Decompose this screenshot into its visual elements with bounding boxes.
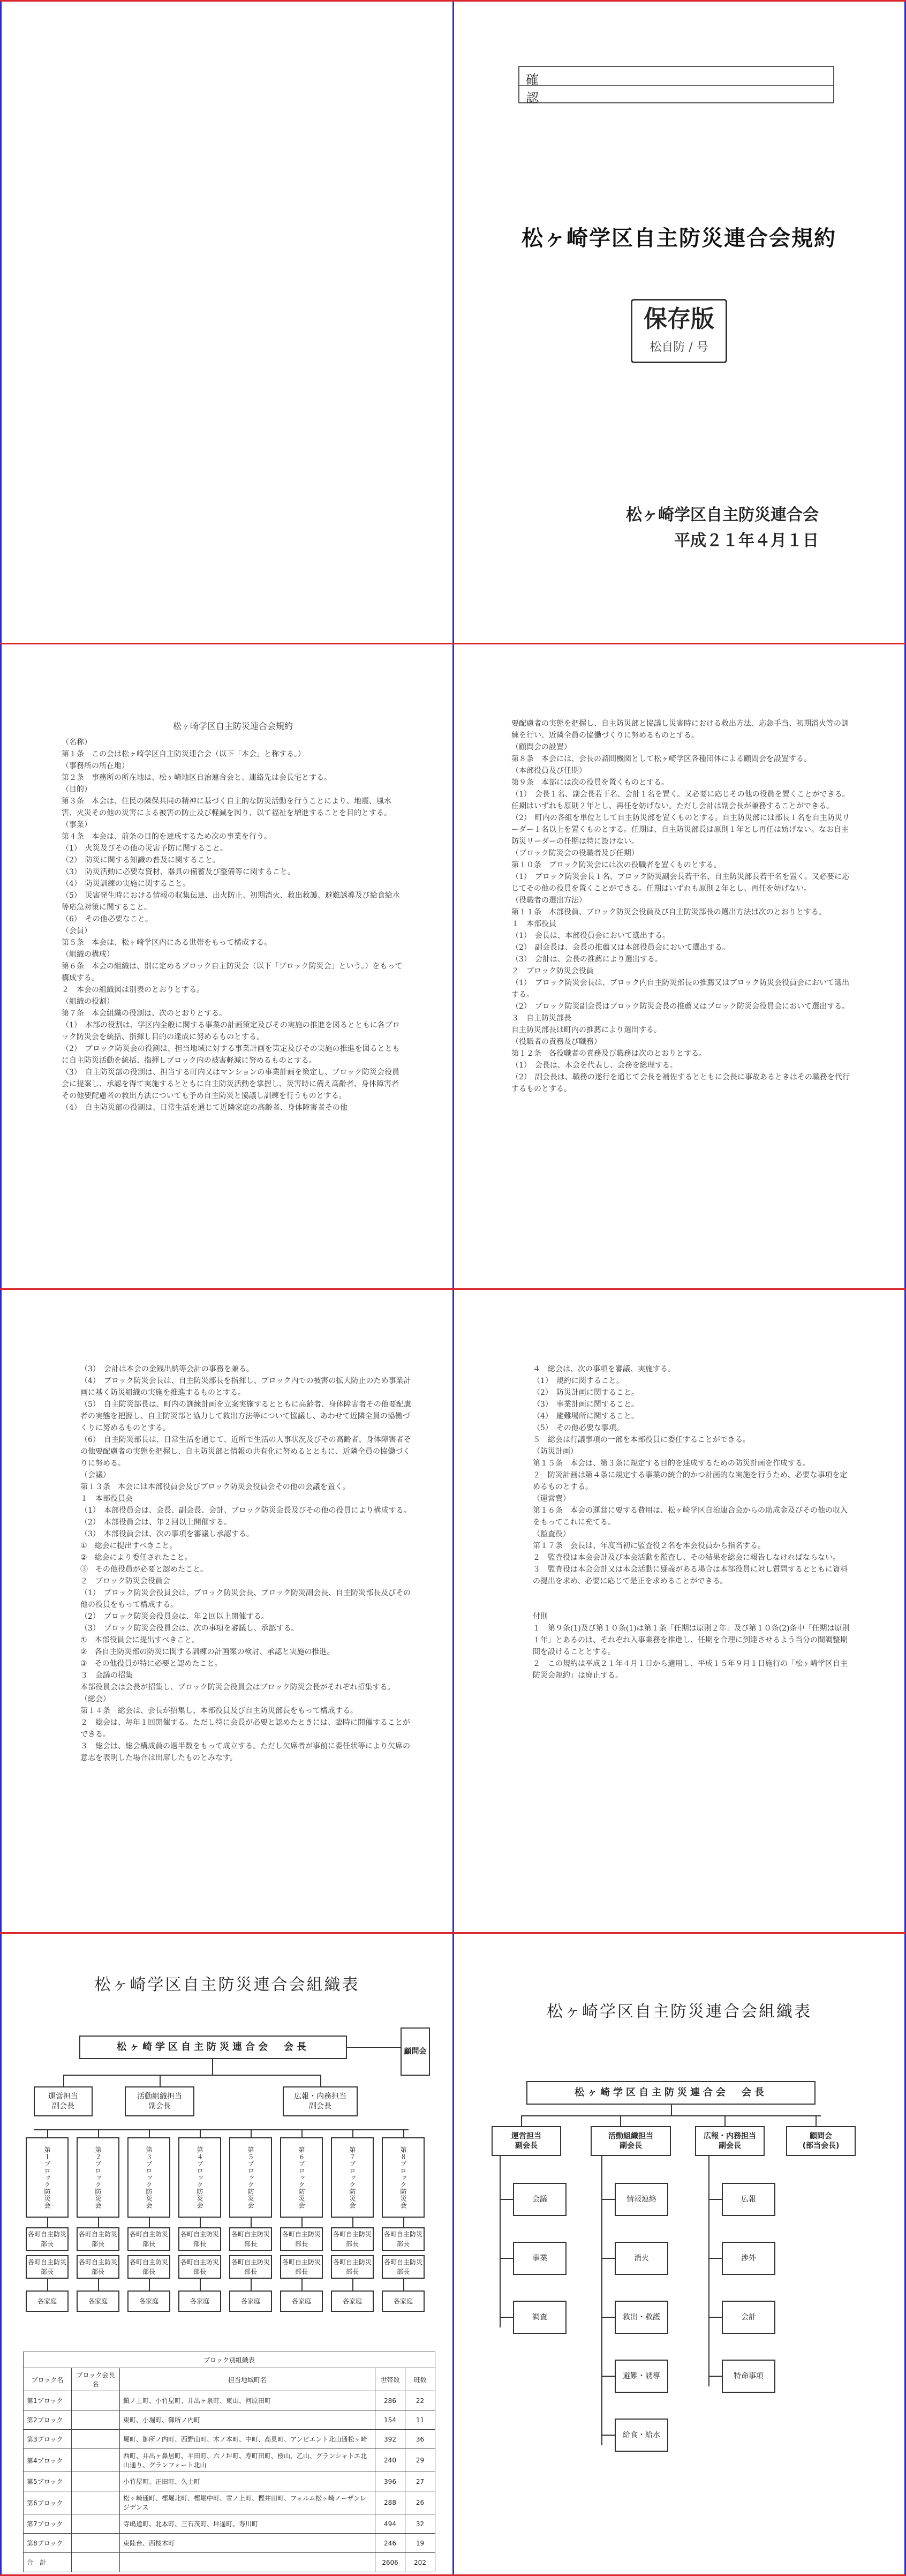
block-connector <box>98 2279 99 2290</box>
activity-item: 消火 <box>615 2242 668 2275</box>
table-cell: 36 <box>405 2430 435 2449</box>
table-cell: 第6ブロック <box>24 2491 72 2514</box>
block-home: 各家庭 <box>280 2290 323 2312</box>
rules-page-4 <box>533 1363 854 1808</box>
table-cell: 第5ブロック <box>24 2472 72 2491</box>
block-connector <box>352 2279 353 2290</box>
org-left-advisor: 顧問会 <box>401 2027 430 2076</box>
cover-org-block <box>626 502 819 554</box>
table-cell <box>72 2449 120 2472</box>
block-table <box>23 2352 435 2572</box>
activity-item: 給食・給水 <box>615 2419 668 2452</box>
block-connector <box>301 2279 303 2290</box>
block-connector <box>149 2218 150 2227</box>
column-branch <box>601 2376 615 2377</box>
block-connector <box>403 2129 404 2137</box>
block-unit-a: 各町自主防災部長 <box>178 2227 221 2251</box>
block-connector <box>251 2129 252 2137</box>
table-row <box>24 2430 435 2449</box>
column-branch <box>708 2258 722 2259</box>
block-unit-b: 各町自主防災部長 <box>127 2255 170 2279</box>
column-branch <box>500 2199 513 2200</box>
block-connector <box>149 2129 150 2137</box>
rules-heading: 松ヶ崎学区自主防災連合会規約 <box>172 721 293 731</box>
confirm-box <box>518 66 834 106</box>
cover-page <box>454 2 904 643</box>
block-box: 第４ブロック防災会 <box>178 2137 221 2218</box>
block-home: 各家庭 <box>26 2290 69 2312</box>
table-row <box>24 2449 435 2472</box>
column-spine <box>708 2156 709 2386</box>
block-table-title: ブロック別組織表 <box>24 2352 435 2368</box>
head-connector <box>521 2115 522 2126</box>
pr-item: 会計 <box>722 2301 775 2334</box>
block-box: 第５ブロック防災会 <box>229 2137 272 2218</box>
table-cell: 合 計 <box>24 2553 72 2572</box>
rules-text-2: 要配慮者の実態を把握し、自主防災部と協議し災害時における救出方法、応急手当、初期消火等の訓練を行い、近隣全員の協働づくりに努めるものとする。 （顧問会の設置） 第８条 本会には、会長の諮問機関として松ヶ崎学区各種団体による顧問会を設置する。 （本部役員及び任期） 第９条 本部には次の役員を置くものとする。 （1） 会長１名、副会長若干名、会計１名を置く。又必要に応じその他の役員を置くことができる。任期はいずれも原則２年とし、再任を妨げない。ただし会計は副会長が兼務することができる。 （2） 町内の各組を単位として自主防災部を置くものとする。自主防災部には部長１名を自主防災リーダー１名以上を置くものとする。任期は、自主防災部長は原則１年とし再任は妨げない。なお自主防災リーダーの任期は特に設けない。 （ブロック防災会の役職者及び任期） 第１０条 ブロック防災会には次の役職者を置くものとする。 （1） ブロック防災会長１名、ブロック防災副会長若干名、自主防災部長若干名を置く。又必要に応じてその他の役員を置くことができる。任期はいずれも原則２年とし、再任を妨げない。 （役職者の選出方法） 第１１条 本部役員、ブロック防災会役員及び自主防災部長の選出方法は次のとおりとする。 １ 本部役員 （1） 会長は、本部役員会において選出する。 （2） 副会長は、会長の推薦又は本部役員会において選出する。 （3） 会計は、会長の推薦により選出する。 ２ ブロック防災会役員 （1） ブロック防災会長は、ブロック内自主防災部長の推薦又はブロック防災会役員会において選出する。 （2） ブロック防災副会長はブロック防災会長の推薦又はブロック防災会役員会において選出する。 ３ 自主防災部長 自主防災部長は町内の推薦により選出する。 （役職者の責務及び職務） 第１２条 各役職者の責務及び職務は次のとおりとする。 （1） 会長は、本会を代表し、会務を総理する。 （2） 副会長は、職務の遂行を通じて会長を補佐するとともに会長に事故あるときはその職務を代行するものとする。 <box>511 719 850 1093</box>
block-home: 各家庭 <box>331 2290 374 2312</box>
table-cell: 240 <box>375 2449 405 2472</box>
block-home: 各家庭 <box>382 2290 425 2312</box>
block-unit-b: 各町自主防災部長 <box>178 2255 221 2279</box>
table-row <box>24 2491 435 2514</box>
cover-title: 松ヶ崎学区自主防災連合会規約 <box>522 226 836 251</box>
table-row <box>24 2472 435 2491</box>
block-table-header <box>24 2368 435 2391</box>
column-branch <box>708 2376 722 2377</box>
block-box: 第３ブロック防災会 <box>127 2137 170 2218</box>
table-cell: 288 <box>375 2491 405 2514</box>
block-home: 各家庭 <box>77 2290 119 2312</box>
block-connector <box>98 2129 99 2137</box>
ops-item: 事業 <box>513 2242 567 2275</box>
table-row <box>24 2410 435 2430</box>
column-branch <box>708 2317 722 2318</box>
pr-item: 特命事項 <box>722 2360 775 2393</box>
block-connector <box>47 2279 48 2290</box>
pr-item: 広報 <box>722 2183 775 2216</box>
block-unit-b: 各町自主防災部長 <box>382 2255 425 2279</box>
table-cell: 第4ブロック <box>24 2449 72 2472</box>
table-cell: 154 <box>375 2410 405 2430</box>
block-unit-a: 各町自主防災部長 <box>77 2227 119 2251</box>
table-cell: 2606 <box>375 2553 405 2572</box>
table-cell <box>72 2514 120 2534</box>
head-box: 広報・内務担当 副会長 <box>695 2126 765 2156</box>
block-box: 第２ブロック防災会 <box>77 2137 119 2218</box>
table-cell: 第3ブロック <box>24 2430 72 2449</box>
org-right-president: 松ヶ崎学区自主防災連合会 会長 <box>526 2081 816 2105</box>
ops-item: 調査 <box>513 2301 567 2334</box>
head-box: 活動組織担当 副会長 <box>591 2126 671 2156</box>
cover-org-name: 松ヶ崎学区自主防災連合会 <box>626 506 819 524</box>
stamp-sub: 松自防 / 号 <box>650 341 708 354</box>
block-unit-a: 各町自主防災部長 <box>382 2227 425 2251</box>
block-unit-a: 各町自主防災部長 <box>331 2227 374 2251</box>
block-unit-a: 各町自主防災部長 <box>26 2227 69 2251</box>
table-cell: 鎮ノ上町、小竹屋町、井出ヶ泉町、東山、河原田町 <box>120 2391 375 2410</box>
column-branch <box>601 2435 615 2436</box>
table-cell: 22 <box>405 2391 435 2410</box>
table-row <box>24 2391 435 2410</box>
block-connector <box>47 2218 48 2227</box>
activity-item: 救出・救護 <box>615 2301 668 2334</box>
table-row <box>24 2534 435 2553</box>
column-branch <box>601 2317 615 2318</box>
table-cell: 小竹屋町、正田町、久土町 <box>120 2472 375 2491</box>
block-unit-b: 各町自主防災部長 <box>77 2255 119 2279</box>
table-cell <box>120 2553 375 2572</box>
table-row <box>24 2514 435 2534</box>
org-chart-page-right <box>454 1934 904 2574</box>
block-connector <box>98 2218 99 2227</box>
table-cell: 26 <box>405 2491 435 2514</box>
head-connector <box>724 2115 726 2126</box>
rules-text-1: （名称） 第１条 この会は松ヶ崎学区自主防災連合会（以下「本会」と称する。） （事務所の所在地） 第２条 事務所の所在地は、松ヶ崎地区自治連合会と、連絡先は会長宅とする。 （目的） 第３条 本会は、住民の隣保共同の精神に基づく自主的な防災活動を行うことにより、地震、風水害、火災その他の災害による被害の防止及び軽減を図り、以て福祉を増進することを目的とする。 （事業） 第４条 本会は、前条の目的を達成するため次の事業を行う。 （1） 火災及びその他の災害予防に関すること。 （2） 防災に関する知識の普及に関すること。 （3） 防災活動に必要な資材、器具の備蓄及び整備等に関すること。 （4） 防災訓練の実施に関すること。 （5） 災害発生時における情報の収集伝達、出火防止、初期消火、救出救護、避難誘導及び給食給水等応急対策に関すること。 （6） その他必要なこと。 （会員） 第５条 本会は、松ヶ崎学区内にある世帯をもって構成する。 （組織の構成） 第６条 本会の組織は、別に定めるブロック自主防災会（以下「ブロック防災会」という。）をもって構成する。 ２ 本会の組織図は別表のとおりとする。 （組織の役割） 第７条 本会組織の役割は、次のとおりとする。 （1） 本部の役割は、学区内全般に関する事業の計画策定及びその実施の推進を図るとともに各ブロック防災会を統括、指揮し目的の達成に努めるものとする。 （2） ブロック防災会の役割は、担当地域に対する事業計画を策定及びその実施の推進を図るとともに自主防災活動を統括、指揮しブロック内の被害軽減に努めるものとする。 （3） 自主防災部の役割は、担当する町内又はマンションの事業計画を策定し、ブロック防災会役員会に提案し、承認を得て実施するとともに自主防災活動を掌握し、災害時に備え高齢者、身体障害者その他要配慮者の救出方法についても予め自主防災と協議し訓練を行うものとする。 （4） 自主防災部の役割は、日常生活を通じて近隣家庭の高齢者、身体障害者その他 <box>62 738 403 1112</box>
column-branch <box>500 2258 513 2259</box>
table-cell: 246 <box>375 2534 405 2553</box>
column-branch <box>708 2199 722 2200</box>
ops-item: 会議 <box>513 2183 567 2216</box>
block-connector <box>251 2279 252 2290</box>
block-unit-a: 各町自主防災部長 <box>280 2227 323 2251</box>
block-connector <box>301 2218 303 2227</box>
table-cell: 東陸台、西桜木町 <box>120 2534 375 2553</box>
block-connector <box>200 2279 201 2290</box>
rules-page-2 <box>511 718 854 1162</box>
stamp-main: 保存版 <box>644 305 714 333</box>
block-unit-b: 各町自主防災部長 <box>280 2255 323 2279</box>
table-cell: 寺嶋道町、北本町、三石茂町、坪遥町、寿川町 <box>120 2514 375 2534</box>
block-connector <box>352 2218 353 2227</box>
table-cell <box>72 2534 120 2553</box>
table-cell <box>72 2410 120 2430</box>
block-connector <box>403 2218 404 2227</box>
block-box: 第１ブロック防災会 <box>26 2137 69 2218</box>
table-cell: 494 <box>375 2514 405 2534</box>
block-home: 各家庭 <box>127 2290 170 2312</box>
table-cell: 286 <box>375 2391 405 2410</box>
block-connector <box>301 2129 303 2137</box>
cover-date: 平成２１年４月１日 <box>674 531 819 550</box>
block-unit-b: 各町自主防災部長 <box>26 2255 69 2279</box>
table-cell: 202 <box>405 2553 435 2572</box>
block-table-col-header: 班数 <box>405 2368 435 2391</box>
block-table-col-header: ブロック名 <box>24 2368 72 2391</box>
block-box: 第６ブロック防災会 <box>280 2137 323 2218</box>
head-box: 運営担当 副会長 <box>492 2126 561 2156</box>
activity-item: 避難・誘導 <box>615 2360 668 2393</box>
preservation-stamp <box>631 299 727 363</box>
org-left-vp-pr: 広報・内務担当 副会長 <box>283 2086 358 2116</box>
rules-page-1 <box>62 720 404 1160</box>
block-table-col-header: 担当地域町名 <box>120 2368 375 2391</box>
block-connector <box>200 2218 201 2227</box>
column-spine <box>500 2156 501 2327</box>
rules-text-3: （3） 会計は本会の金銭出納等会計の事務を兼る。 （4） ブロック防災会長は、自主防災部長を指揮し、ブロック内での被害の拡大防止のため事業計画に基く防災組織の実施を推進するものとする。 （5） 自主防災部長は、町内の訓練計画を立案実施するとともに高齢者、身体障害者その他要配慮者の実態を把握し、自主防災部と協力して救出方法等について協議し、あわせて近隣全員の協働づくりに努めるものとする。 （6） 自主防災部長は、日常生活を通じて、近所で生活の人事状況及びその高齢者、身体障害者その他要配慮者の実態を把握し、自主防災部と情報の共有化に努めるとともに、近隣全員の協働づくりに努める。 （会議） 第１３条 本会には本部役員会及びブロック防災会役員会その他の会議を置く。 １ 本部役員会 （1） 本部役員会は、会長、副会長、会計、ブロック防災会長及びその他の役員により構成する。 （2） 本部役員会は、年２回以上開催する。 （3） 本部役員会は、次の事項を審議し承認する。 ① 総会に提出すべきこと。 ② 総会により委任されたこと。 ③ その他役員が必要と認めたこと。 ２ ブロック防災会役員会 （1） ブロック防災会役員会は、ブロック防災会長、ブロック防災副会長、自主防災部長及びその他の役員をもって構成する。 （2） ブロック防災会役員会は、年２回以上開催する。 （3） ブロック防災会役員会は、次の事項を審議し、承認する。 ① 本部役員会に提出すべきこと。 ② 各自主防災部の防災に関する訓練の計画案の検討、承認と実施の推進。 ③ その他役員が特に必要と認めたこと。 ３ 会議の招集 本部役員会は会長が招集し、ブロック防災会役員会はブロック防災会長がそれぞれ招集する。 （総会） 第１４条 総会は、会長が招集し、本部役員及び自主防災部長をもって構成する。 ２ 総会は、毎年１回開催する。ただし特に会長が必要と認めたときには、臨時に開催することができる。 ３ 総会は、総会構成員の過半数をもって成立する。ただし欠席者が事前に委任状等により欠席の意志を表明した場合は出席したものとみなす。 <box>80 1365 411 1762</box>
table-cell: 392 <box>375 2430 405 2449</box>
block-box: 第７ブロック防災会 <box>331 2137 374 2218</box>
block-unit-a: 各町自主防災部長 <box>127 2227 170 2251</box>
table-cell: 東町、小堀町、御所ノ内町 <box>120 2410 375 2430</box>
table-cell: 27 <box>405 2472 435 2491</box>
table-cell: 29 <box>405 2449 435 2472</box>
block-home: 各家庭 <box>178 2290 221 2312</box>
org-left-vp-ops: 運営担当 副会長 <box>34 2086 93 2116</box>
table-cell <box>72 2472 120 2491</box>
page-divider-2 <box>0 1288 906 1290</box>
table-cell <box>72 2553 120 2572</box>
block-home: 各家庭 <box>229 2290 272 2312</box>
org-chart-page-left <box>2 1934 452 2574</box>
table-cell: 32 <box>405 2514 435 2534</box>
table-cell: 396 <box>375 2472 405 2491</box>
table-cell: 第1ブロック <box>24 2391 72 2410</box>
block-unit-b: 各町自主防災部長 <box>229 2255 272 2279</box>
table-cell: 第8ブロック <box>24 2534 72 2553</box>
block-box: 第８ブロック防災会 <box>382 2137 425 2218</box>
pr-item: 渉外 <box>722 2242 775 2275</box>
column-branch <box>500 2317 513 2318</box>
org-right-title: 松ヶ崎学区自主防災連合会組織表 <box>547 2002 812 2021</box>
block-connector <box>200 2129 201 2137</box>
table-cell: 堀町、御所ノ内町、西野山町、木ノ本町、中町、高見町、アンビエント北山通松ヶ崎 <box>120 2430 375 2449</box>
confirm-label-2: 認 <box>526 91 539 106</box>
table-row <box>24 2553 435 2572</box>
table-cell <box>72 2430 120 2449</box>
head-box: 顧問会 (部当会長) <box>786 2126 856 2156</box>
table-cell: 19 <box>405 2534 435 2553</box>
table-cell: 西町、井出ヶ鼻居町、平田町、六ノ坪町、寿町田町、桜山、乙山、グランシャトエ北山通り、グランフォート北山 <box>120 2449 375 2472</box>
block-connector <box>47 2129 48 2137</box>
column-branch <box>601 2199 615 2200</box>
page-divider-1 <box>0 643 906 644</box>
org-left-title: 松ヶ崎学区自主防災連合会組織表 <box>94 1976 360 1994</box>
activity-item: 情報連絡 <box>615 2183 668 2216</box>
block-connector <box>251 2218 252 2227</box>
rules-text-4: ４ 総会は、次の事項を審議、実施する。 （1） 規約に関すること。 （2） 防災計画に関すること。 （3） 事業計画に関すること。 （4） 避難場所に関すること。 （5） その他必要な事項。 ５ 総会は行議事項の一部を本部役員に委任することができる。 （防災計画） 第１５条 本会は、第３条に規定する目的を達成するための防災計画を作成する。 ２ 防災計画は第４条に規定する事業の統合的かつ計画的な実施を行うため、必要な事項を定めるものとする。 （運営費） 第１６条 本会の運営に要する費用は、松ヶ崎学区自治連合会からの助成金及びその他の収入をもってこれに充てる。 （監査役） 第１７条 会長は、年度当初に監査役２名を本会役員から指名する。 ２ 監査役は本会会計及び本会活動を監査し、その結果を総会に報告しなければならない。 ３ 監査役は本会会計又は本会活動に疑義がある場合は本部役員に対し質問するとともに資料の提出を求め、必要に応じて是正を求めることができる。 付則 １ 第９条(1)及び第１０条(1)は第１条「任期は原則２年」及び第１０条(2)条中「任期は原則１年」とあるのは、それぞれ入事業務を推進し、任期を合理に到達させるよう当分の間調整期間を設けることとする。 ２ この規約は平成２１年４月１日から適用し、平成１５年９月１日施行の「松ヶ崎学区自主防災会規約」は廃止する。 <box>533 1365 850 1680</box>
block-connector <box>352 2129 353 2137</box>
table-cell: 11 <box>405 2410 435 2430</box>
org-left-vp-activity: 活動組織担当 副会長 <box>125 2086 194 2116</box>
table-cell: 第2ブロック <box>24 2410 72 2430</box>
table-cell <box>72 2391 120 2410</box>
block-table-col-header: ブロック会長名 <box>72 2368 120 2391</box>
org-left-president: 松ヶ崎学区自主防災連合会 会長 <box>79 2036 347 2059</box>
head-connector <box>816 2115 817 2126</box>
block-connector <box>149 2279 150 2290</box>
block-unit-b: 各町自主防災部長 <box>331 2255 374 2279</box>
block-unit-a: 各町自主防災部長 <box>229 2227 272 2251</box>
table-cell: 松ヶ崎通町、樫堀北町、樫堀中町、雪ノ上町、樫井田町、フォルム松ヶ崎ノーザンレジデンス <box>120 2491 375 2514</box>
table-cell: 第7ブロック <box>24 2514 72 2534</box>
block-connector <box>403 2279 404 2290</box>
rules-page-3 <box>80 1363 412 1808</box>
block-table-col-header: 世帯数 <box>375 2368 405 2391</box>
head-connector <box>620 2115 621 2126</box>
table-cell <box>72 2491 120 2514</box>
confirm-label-1: 確 <box>526 72 539 87</box>
column-branch <box>601 2258 615 2259</box>
